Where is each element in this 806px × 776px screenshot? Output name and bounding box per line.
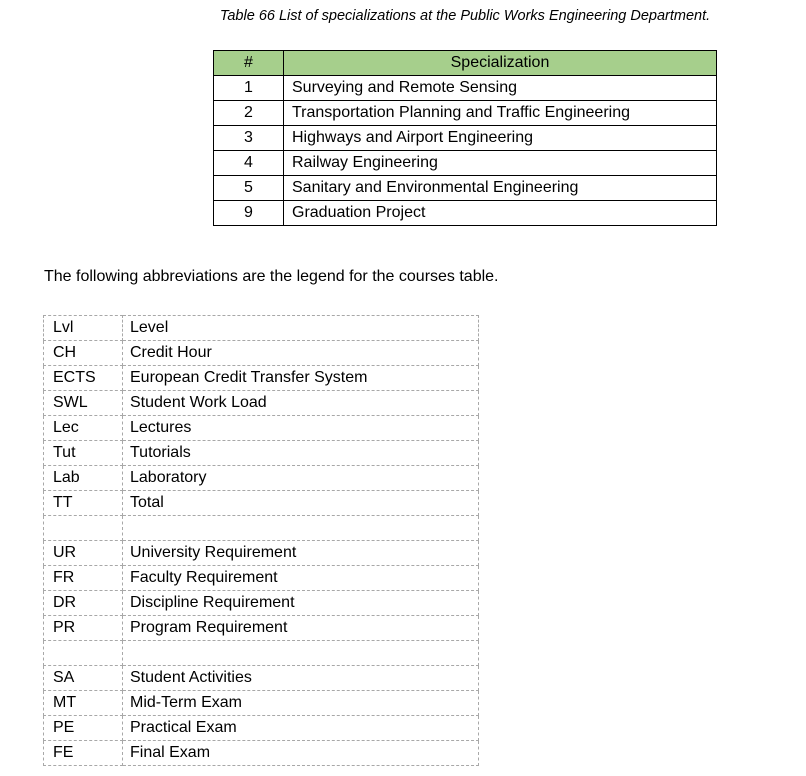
row-specialization: Highways and Airport Engineering [284, 126, 717, 151]
legend-row [44, 741, 479, 766]
abbreviation: MT [44, 691, 123, 716]
legend-row-empty [44, 516, 479, 541]
abbreviation: FE [44, 741, 123, 766]
legend-row [44, 566, 479, 591]
meaning [123, 641, 479, 666]
meaning: University Requirement [123, 541, 479, 566]
table-row [214, 176, 717, 201]
abbreviation: SA [44, 666, 123, 691]
table-row [214, 76, 717, 101]
abbreviation: FR [44, 566, 123, 591]
meaning: Tutorials [123, 441, 479, 466]
row-number: 3 [214, 126, 284, 151]
legend-row [44, 491, 479, 516]
legend-row [44, 591, 479, 616]
row-specialization: Surveying and Remote Sensing [284, 76, 717, 101]
table-row [214, 201, 717, 226]
legend-row [44, 366, 479, 391]
abbreviation: PE [44, 716, 123, 741]
meaning: Student Activities [123, 666, 479, 691]
abbreviation [44, 516, 123, 541]
legend-row [44, 716, 479, 741]
row-number: 1 [214, 76, 284, 101]
meaning: European Credit Transfer System [123, 366, 479, 391]
row-number: 9 [214, 201, 284, 226]
table-caption: Table 66 List of specializations at the Public Works Engineering Department. [219, 8, 711, 24]
abbreviation: PR [44, 616, 123, 641]
header-cell-number: # [214, 51, 284, 76]
meaning: Laboratory [123, 466, 479, 491]
meaning: Credit Hour [123, 341, 479, 366]
meaning [123, 516, 479, 541]
specializations-table-body [214, 76, 717, 226]
legend-table-body [44, 316, 479, 766]
abbreviation: Tut [44, 441, 123, 466]
legend-row [44, 391, 479, 416]
specializations-table-header [214, 51, 717, 76]
meaning: Level [123, 316, 479, 341]
abbreviation: DR [44, 591, 123, 616]
header-cell-specialization: Specialization [284, 51, 717, 76]
abbreviation [44, 641, 123, 666]
legend-row [44, 691, 479, 716]
meaning: Mid-Term Exam [123, 691, 479, 716]
row-number: 4 [214, 151, 284, 176]
abbreviations-legend-table [43, 315, 479, 766]
meaning: Discipline Requirement [123, 591, 479, 616]
abbreviation: TT [44, 491, 123, 516]
meaning: Final Exam [123, 741, 479, 766]
table-row [214, 126, 717, 151]
row-specialization: Sanitary and Environmental Engineering [284, 176, 717, 201]
abbreviation: Lec [44, 416, 123, 441]
legend-row [44, 316, 479, 341]
legend-row [44, 416, 479, 441]
legend-row [44, 616, 479, 641]
legend-row [44, 341, 479, 366]
table-row [214, 151, 717, 176]
abbreviation: ECTS [44, 366, 123, 391]
legend-row [44, 466, 479, 491]
header-row [214, 51, 717, 76]
meaning: Faculty Requirement [123, 566, 479, 591]
meaning: Total [123, 491, 479, 516]
abbreviation: Lab [44, 466, 123, 491]
specializations-table [213, 50, 717, 226]
table-row [214, 101, 717, 126]
legend-row [44, 541, 479, 566]
legend-row [44, 666, 479, 691]
legend-intro-text: The following abbreviations are the legend for the courses table. [44, 268, 499, 285]
abbreviation: UR [44, 541, 123, 566]
meaning: Practical Exam [123, 716, 479, 741]
abbreviation: Lvl [44, 316, 123, 341]
row-specialization: Graduation Project [284, 201, 717, 226]
meaning: Lectures [123, 416, 479, 441]
row-number: 2 [214, 101, 284, 126]
row-number: 5 [214, 176, 284, 201]
legend-row [44, 441, 479, 466]
row-specialization: Railway Engineering [284, 151, 717, 176]
meaning: Student Work Load [123, 391, 479, 416]
abbreviation: SWL [44, 391, 123, 416]
meaning: Program Requirement [123, 616, 479, 641]
row-specialization: Transportation Planning and Traffic Engineering [284, 101, 717, 126]
abbreviation: CH [44, 341, 123, 366]
legend-row-empty [44, 641, 479, 666]
